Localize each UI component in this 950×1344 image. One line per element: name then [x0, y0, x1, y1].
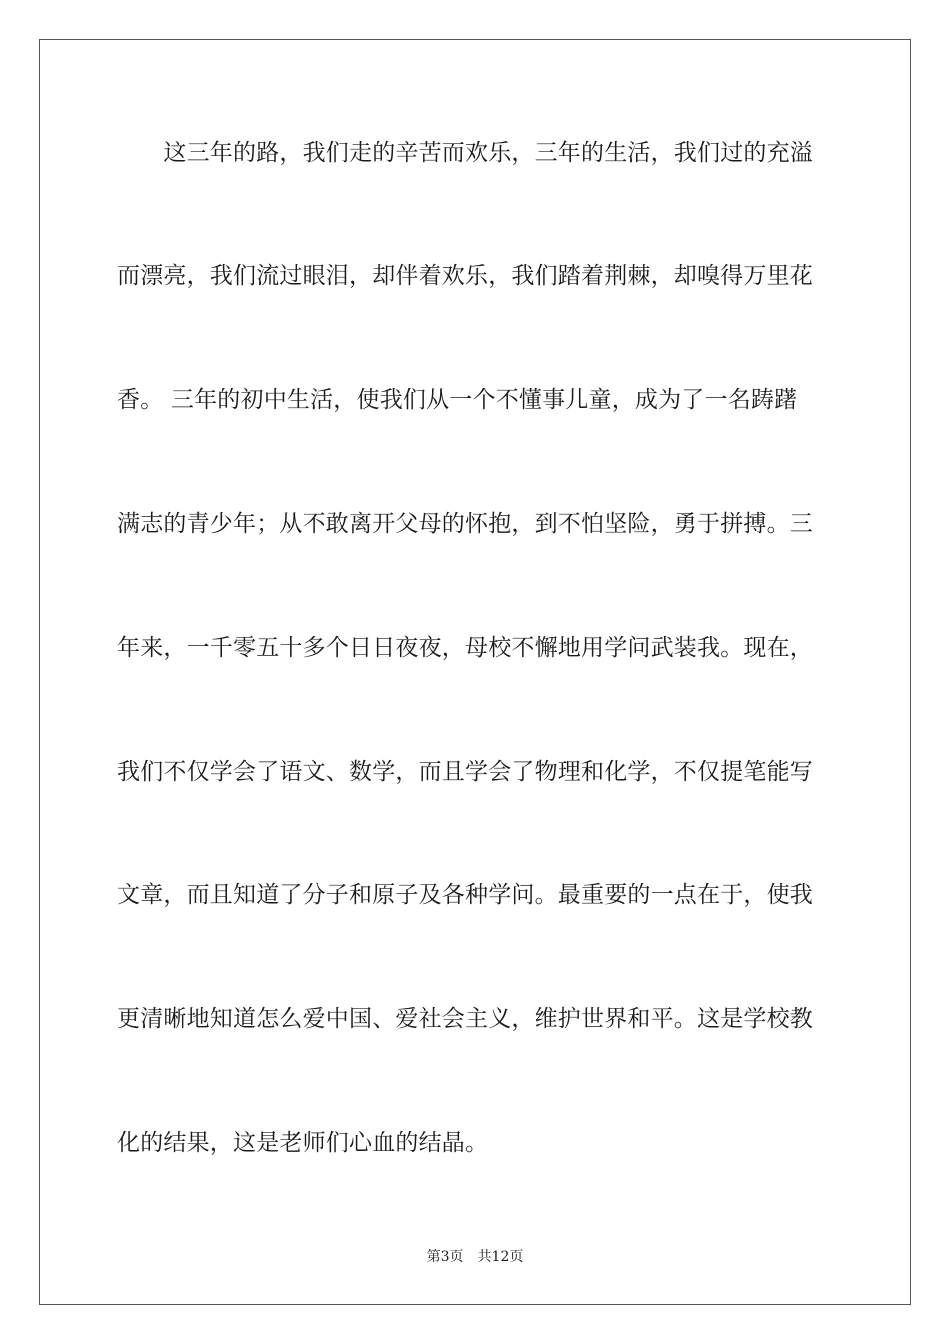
page-border: [39, 39, 911, 1305]
paragraph-line-1: 这三年的路，我们走的辛苦而欢乐，三年的生活，我们过的充溢: [117, 140, 813, 166]
paragraph-line-9: 化的结果，这是老师们心血的结晶。: [117, 1130, 489, 1156]
paragraph-line-4: 满志的青少年；从不敢离开父母的怀抱，到不怕坚险，勇于拼搏。三: [117, 511, 813, 537]
paragraph-line-7: 文章，而且知道了分子和原子及各种学问。最重要的一点在于，使我: [117, 882, 813, 908]
paragraph-line-2: 而漂亮，我们流过眼泪，却伴着欢乐，我们踏着荆棘，却嗅得万里花: [117, 263, 813, 289]
paragraph-line-8: 更清晰地知道怎么爱中国、爱社会主义，维护世界和平。这是学校教: [117, 1006, 813, 1032]
paragraph-line-5: 年来，一千零五十多个日日夜夜，母校不懈地用学问武装我。现在，: [117, 635, 813, 661]
page-number-footer: 第3页 共12页: [426, 1249, 524, 1265]
paragraph-line-3: 香。 三年的初中生活，使我们从一个不懂事儿童，成为了一名踌躇: [117, 387, 798, 413]
paragraph-line-6: 我们不仅学会了语文、数学，而且学会了物理和化学，不仅提笔能写: [117, 759, 813, 785]
